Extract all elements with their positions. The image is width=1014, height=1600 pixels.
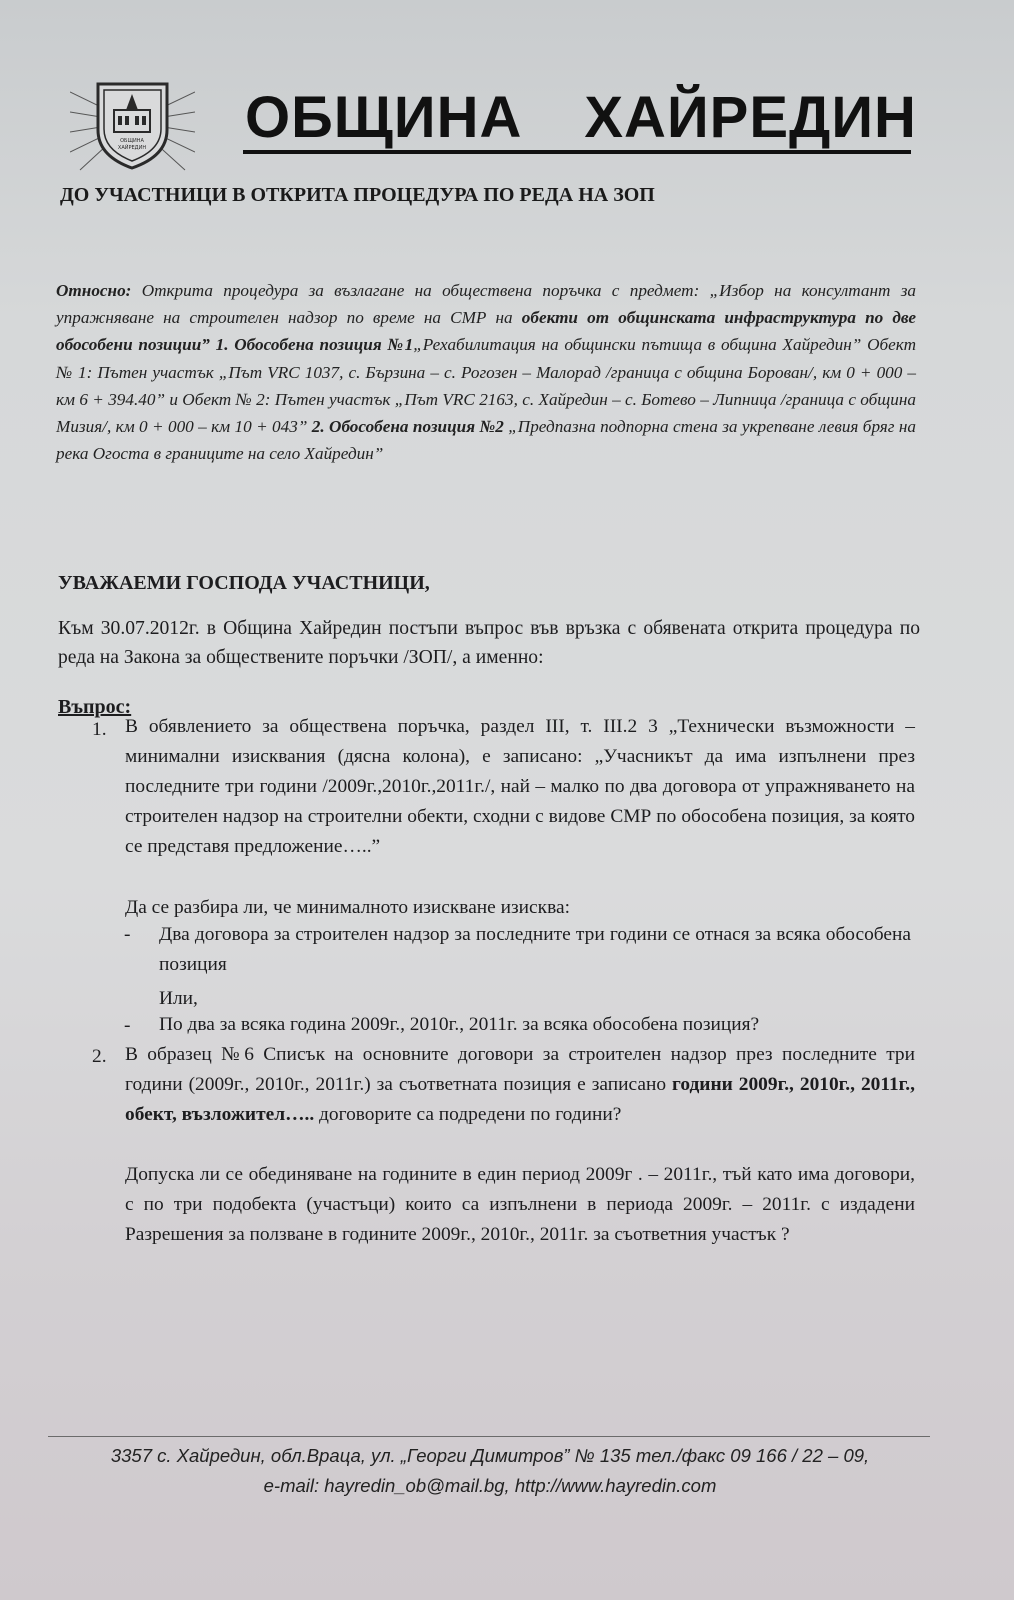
subject-text-3: „Предпазна подпорна стена за укрепване левия бряг на река Огоста в границите на село Хайредин” — [56, 417, 916, 464]
footer-email-web: e-mail: hayredin_ob@mail.bg, http://www.hayredin.com — [263, 1475, 717, 1496]
logo-text-line-2: ХАЙРЕДИН — [117, 145, 147, 151]
subject-paragraph — [56, 277, 916, 467]
title-underline — [243, 150, 911, 154]
subject-text-2: „Рехабилитация на общински пътища в община Хайредин” Обект № 1: Пътен участък „Път VRC 1037, с. Бързина – с. Рогозен – Малорад /граница с община Борован/, км 0 + 000 – км 6 + 394.40” и Обект № 2: Пътен участък „Път VRC 2163, с. Хайредин – с. Ботево – Липница /граница с община Мизия/, км 0 + 000 – км 10 + 043” — [56, 335, 917, 437]
title-word-1: ОБЩИНА — [245, 85, 523, 150]
subject-text-1: Открита процедура за възлагане на обществена поръчка с предмет: „Избор на консултант за упражняване на строителен надзор по време на СМР на — [56, 281, 916, 328]
question-2-number: 2. — [92, 1046, 107, 1067]
question-1-option-1: Два договора за строителен надзор за последните три години се отнася за всяка обособена позиция — [159, 924, 911, 975]
subject-label: Относно: — [56, 281, 132, 300]
logo-text-line-1: ОБЩИНА — [120, 138, 144, 144]
footer-divider — [48, 1436, 930, 1437]
footer-contacts — [40, 1441, 940, 1501]
letterhead — [70, 72, 970, 172]
question-heading: Въпрос: — [58, 696, 132, 718]
subject-bold-1: обекти от общинската инфраструктура по две обособени позиции” 1. Обособена позиция №1 — [56, 308, 916, 355]
bullet-dash: - — [124, 924, 131, 945]
footer-address: 3357 с. Хайредин, обл.Враца, ул. „Георги Димитров” № 135 тел./факс 09 166 / 22 – 09, — [110, 1445, 870, 1466]
question-1-number: 1. — [92, 719, 107, 740]
question-2-text-2: договорите са подредени по години? — [314, 1104, 622, 1125]
addressee-line: ДО УЧАСТНИЦИ В ОТКРИТА ПРОЦЕДУРА ПО РЕДА НА ЗОП — [60, 184, 655, 206]
title-word-2: ХАЙРЕДИН — [584, 85, 917, 150]
intro-paragraph: Към 30.07.2012г. в Община Хайредин постъпи въпрос във връзка с обявената открита процедура по реда на Закона за обществените поръчки /ЗОП/, а именно: — [58, 618, 920, 668]
question-1-or: Или, — [159, 988, 198, 1009]
question-2-bold: години 2009г., 2010г., 2011г., обект, възложител….. — [125, 1074, 915, 1125]
municipality-coat-of-arms-logo — [70, 72, 195, 172]
greeting: УВАЖАЕМИ ГОСПОДА УЧАСТНИЦИ, — [58, 572, 430, 594]
question-1-followup: Да се разбира ли, че минималното изискване изисква: — [125, 897, 570, 918]
municipality-title — [245, 84, 917, 151]
question-2-text-1: В образец №6 Списък на основните договори за строителен надзор през последните три години (2009г., 2010г., 2011г.) за съответната позиция е записано — [125, 1044, 915, 1095]
subject-bold-2: 2. Обособена позиция №2 — [311, 417, 504, 437]
question-1-text: В обявлението за обществена поръчка, раздел III, т. III.2 3 „Технически възможности – минимални изисквания (дясна колона), е записано: „Учасникът да има изпълнени през последните три години /2009г.,2010г.,2011г./, най – малко по два договора от упражняването на строителен надзор на строителни обекти, сходни с видове СМР по обособена позиция, за която се представя предложение…..” — [125, 716, 915, 857]
question-1-option-2: По два за всяка година 2009г., 2010г., 2011г. за всяка обособена позиция? — [159, 1014, 760, 1035]
bullet-dash: - — [124, 1015, 131, 1036]
question-2-text — [125, 1040, 915, 1130]
question-2-followup: Допуска ли се обединяване на годините в един период 2009г . – 2011г., тъй като има договори, с по три подобекта (участъци) които са изпълнени в периода 2009г. – 2011г. с издадени Разрешения за ползване в годините 2009г., 2010г., 2011г. за съответния участък ? — [125, 1164, 915, 1245]
